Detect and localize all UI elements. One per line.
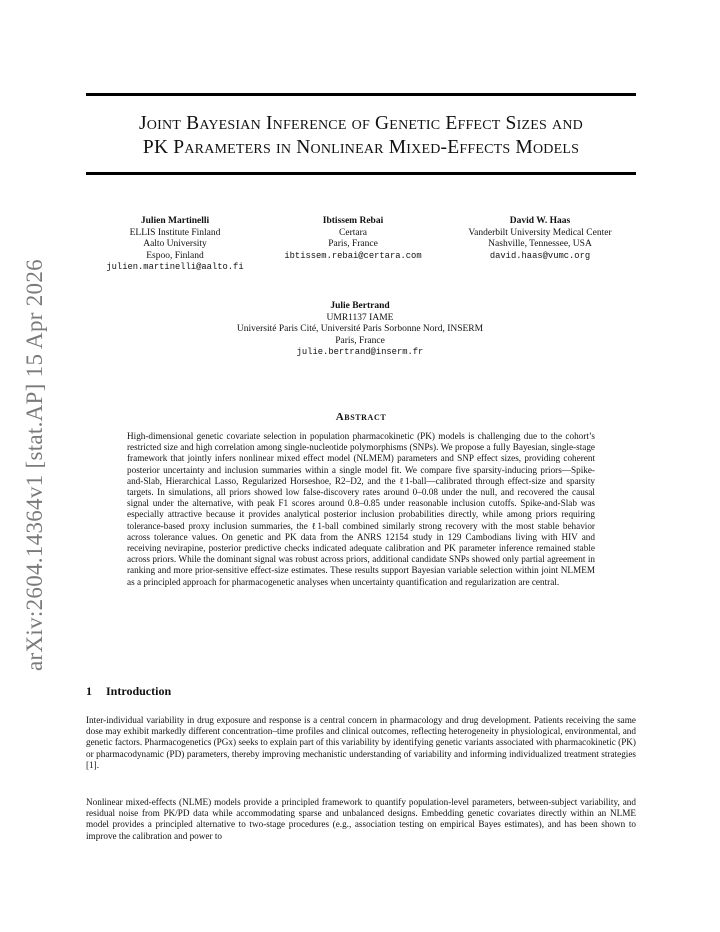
author-name: David W. Haas (509, 216, 571, 226)
author-email[interactable]: david.haas@vumc.org (489, 250, 591, 261)
author-affiliation: UMR1137 IAME (326, 312, 394, 323)
author-block-1 (90, 216, 260, 274)
author-block-3 (440, 216, 640, 262)
author-email[interactable]: julie.bertrand@inserm.fr (296, 347, 424, 357)
abstract-text: High-dimensional genetic covariate selection in population pharmacokinetic (PK) models is challenging due to the cohort’s restricted size and high correlation among single-nucleotide polymorphisms (SNPs). We propose a fully Bayesian, single-stage framework that jointly infers nonlinear mixed effect model (NLMEM) parameters and SNP effect sizes, providing coherent posterior uncertainty and inclusion summaries within a single model fit. We compare five sparsity-inducing priors—Spike-and-Slab, Hierarchical Lasso, Regularized Horseshoe, R2–D2, and the ℓ1-ball—calibrated through effect-size and sparsity targets. In simulations, all priors showed low false-discovery rates around 0–0.08 under the null, and recovered the causal signal under the alternative, with peak F1 scores around 0.8–0.85 under reasonable inclusion cutoffs. Spike-and-Slab was especially attractive because it provides analytical posterior inclusion probabilities directly, while among priors requiring tolerance-based proxy inclusion summaries, the ℓ1-ball combined similarly strong recovery with the most stable behavior across tolerance values. On genetic and PK data from the ANRS 12154 study in 129 Cambodians living with HIV and receiving nevirapine, posterior predictive checks indicated adequate calibration and PK parameter inference remained stable across priors. While the dominant signal was robust across priors, additional candidate SNPs showed only partial agreement in ranking and more prior-sensitive effect-size estimates. These results support Bayesian variable selection within joint NLMEM as a principled approach for pharmacogenetic analyses when uncertainty quantification and regularization are central. (127, 431, 595, 587)
body-paragraph: Inter-individual variability in drug exposure and response is a central concern in pharmacology and drug development. Patients receiving the same dose may exhibit markedly different concentration–time profiles and clinical outcomes, reflecting heterogeneity in physiological, environmental, and genetic factors. Pharmacogenetics (PGx) seeks to explain part of this variability by identifying genetic variants associated with pharmacokinetic (PK) or pharmacodynamic (PD) parameters, thereby improving mechanistic understanding of variability and informing individualized treatment strategies [1]. (86, 715, 636, 770)
author-affiliation: ELLIS Institute Finland (129, 227, 221, 238)
author-block-4 (150, 301, 570, 359)
author-affiliation: Vanderbilt University Medical Center (468, 227, 612, 238)
author-affiliation: Paris, France (328, 239, 378, 249)
author-affiliation: Paris, France (335, 335, 385, 346)
paper-title-line2: PK Parameters in Nonlinear Mixed-Effects Models (142, 137, 580, 158)
abstract-heading: Abstract (335, 411, 387, 423)
section-number: 1 (86, 684, 92, 698)
author-name: Ibtissem Rebai (322, 216, 384, 226)
author-block-2 (268, 216, 438, 262)
author-affiliation: Espoo, Finland (146, 250, 204, 261)
title-rule-bottom (86, 172, 636, 175)
body-paragraph: Nonlinear mixed-effects (NLME) models provide a principled framework to quantify population-level parameters, between-subject variability, and residual noise from PK/PD data while accommodating sparse and unbalanced designs. Embedding genetic covariates directly within an NLME model provides a principled alternative to two-stage procedures (e.g., association testing on empirical Bayes estimates), and has been shown to improve the calibration and power to (86, 797, 636, 841)
arxiv-identifier-text: arXiv:2604.14364v1 [stat.AP] 15 Apr 2026 (22, 259, 47, 671)
paper-title (86, 112, 636, 160)
author-affiliation: Certara (339, 227, 367, 238)
arxiv-identifier (20, 255, 50, 675)
author-affiliation: Aalto University (143, 239, 207, 249)
author-name: Julien Martinelli (140, 216, 210, 226)
author-name: Julie Bertrand (330, 301, 390, 311)
author-affiliation: Nashville, Tennessee, USA (488, 239, 592, 249)
author-affiliation: Université Paris Cité, Université Paris Sorbonne Nord, INSERM (236, 324, 484, 334)
section-title: Introduction (106, 684, 172, 698)
section-heading (86, 684, 171, 699)
author-email[interactable]: ibtissem.rebai@certara.com (284, 250, 422, 261)
title-rule-top (86, 93, 636, 96)
paper-title-line1: Joint Bayesian Inference of Genetic Effect Sizes and (139, 113, 583, 134)
author-email[interactable]: julien.martinelli@aalto.fi (106, 262, 244, 272)
